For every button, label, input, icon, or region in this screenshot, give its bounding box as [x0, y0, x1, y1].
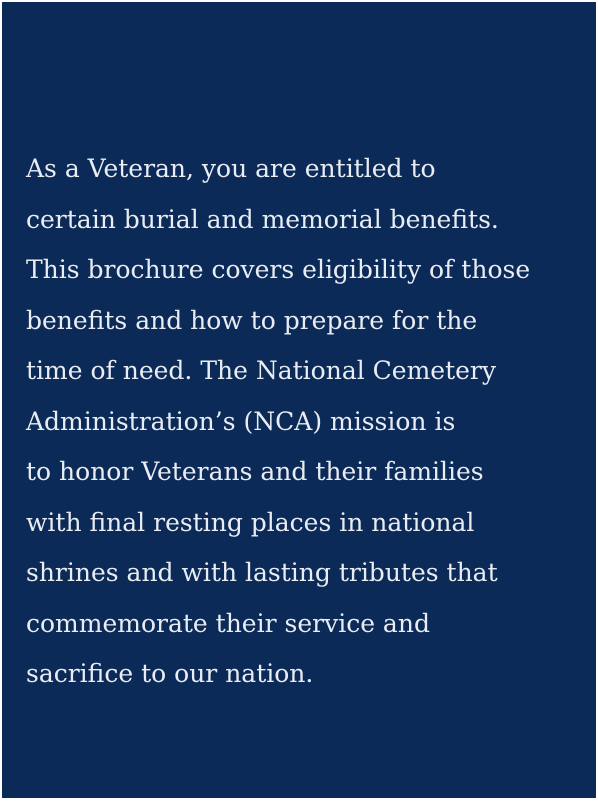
intro-line: with final resting places in national: [26, 507, 475, 537]
intro-paragraph: [26, 144, 586, 700]
intro-line: shrines and with lasting tributes that: [26, 558, 498, 587]
intro-line: time of need. The National Cemetery: [26, 356, 497, 385]
brochure-panel: [2, 2, 596, 798]
intro-line: This brochure covers eligibility of those: [26, 255, 531, 284]
intro-line: to honor Veterans and their families: [26, 457, 484, 486]
intro-line: benefits and how to prepare for the: [26, 305, 478, 335]
intro-line: Administration’s (NCA) mission is: [26, 406, 456, 436]
intro-line: commemorate their service and: [26, 608, 430, 638]
intro-line: As a Veteran, you are entitled to: [26, 154, 436, 183]
intro-line: certain burial and memorial benefits.: [26, 204, 499, 234]
intro-line: sacrifice to our nation.: [26, 659, 314, 688]
